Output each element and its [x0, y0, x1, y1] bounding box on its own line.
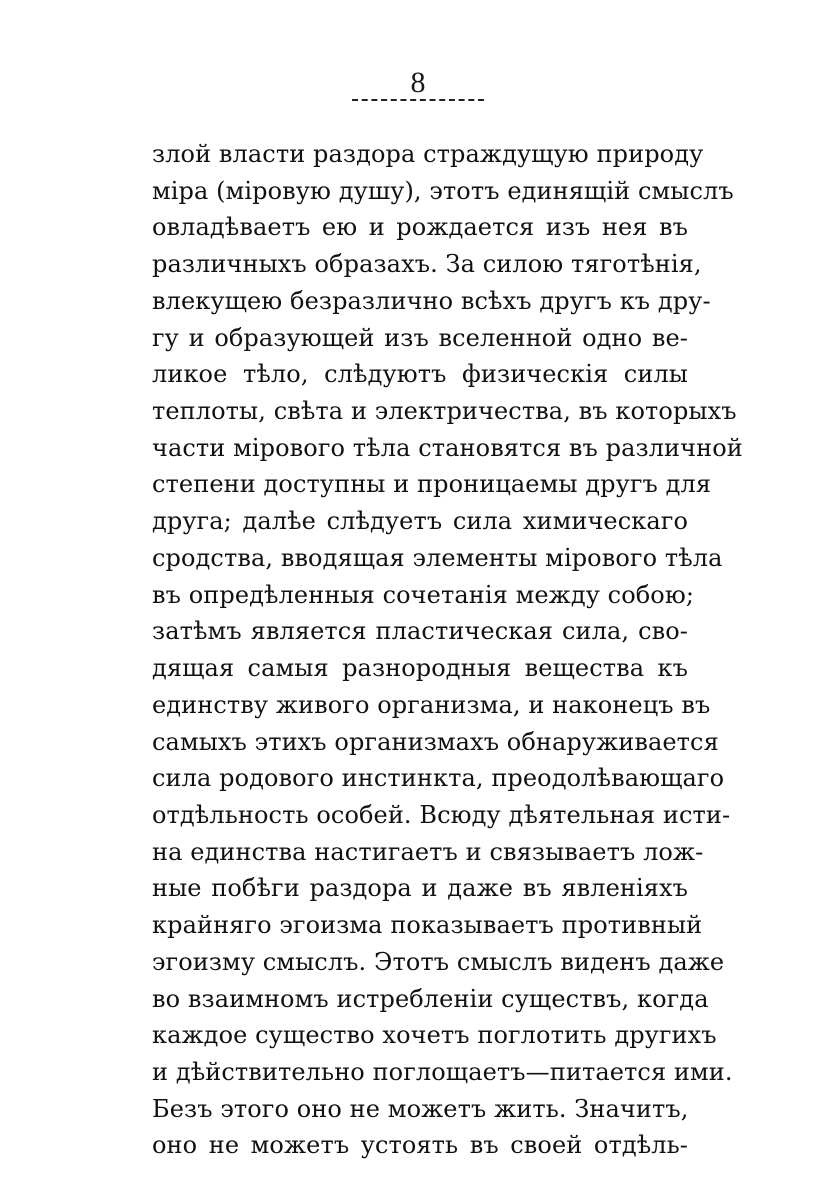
- text-line: и дѣйствительно поглощаетъ—питается ими.: [152, 1057, 733, 1086]
- text-line: части мірового тѣла становятся въ различной: [152, 433, 743, 462]
- text-line: оно не можетъ устоять въ своей отдѣль-: [152, 1131, 688, 1160]
- text-line: самыхъ этихъ организмахъ обнаруживается: [152, 727, 719, 756]
- text-line: ликое тѣло, слѣдуютъ физическія силы: [152, 360, 688, 389]
- text-line: во взаимномъ истребленіи существъ, когда: [152, 984, 709, 1013]
- text-line: влекущею безразлично всѣхъ другъ къ дру-: [152, 286, 711, 315]
- page-number: 8: [410, 66, 426, 99]
- text-line: овладѣваетъ ею и рождается изъ нея въ: [152, 213, 688, 242]
- body-text: [152, 136, 743, 1164]
- text-line: Безъ этого оно не можетъ жить. Значитъ,: [152, 1094, 689, 1123]
- text-line: злой власти раздора страждущую природу: [152, 140, 704, 168]
- text-line: ные побѣги раздора и даже въ явленіяхъ: [152, 874, 688, 903]
- text-line: гу и образующей изъ вселенной одно ве-: [152, 323, 688, 352]
- text-line: эгоизму смыслъ. Этотъ смыслъ виденъ даже: [152, 947, 725, 976]
- text-line: каждое существо хочетъ поглотить другихъ: [152, 1021, 717, 1050]
- text-line: друга; далѣе слѣдуетъ сила химическаго: [152, 507, 688, 536]
- header-rule: [352, 99, 484, 101]
- text-line: міра (міровую душу), этотъ единящій смыслъ: [152, 176, 734, 205]
- text-line: на единства настигаетъ и связываетъ лож-: [152, 837, 704, 866]
- text-line: теплоты, свѣта и электричества, въ которыхъ: [152, 397, 737, 426]
- text-line: сила родового инстинкта, преодолѣвающаго: [152, 764, 725, 793]
- text-line: единству живого организма, и наконецъ въ: [152, 690, 711, 719]
- text-line: въ опредѣленныя сочетанія между собою;: [152, 580, 695, 609]
- text-line: затѣмъ является пластическая сила, сво-: [152, 617, 688, 646]
- text-line: крайняго эгоизма показываетъ противный: [152, 911, 703, 940]
- text-line: дящая самыя разнородныя вещества къ: [152, 654, 688, 683]
- text-line: сродства, вводящая элементы мірового тѣла: [152, 543, 723, 572]
- text-line: отдѣльность особей. Всюду дѣятельная исти-: [152, 800, 731, 829]
- text-line: различныхъ образахъ. За силою тяготѣнія,: [152, 250, 702, 279]
- text-line: степени доступны и проницаемы другъ для: [152, 470, 712, 499]
